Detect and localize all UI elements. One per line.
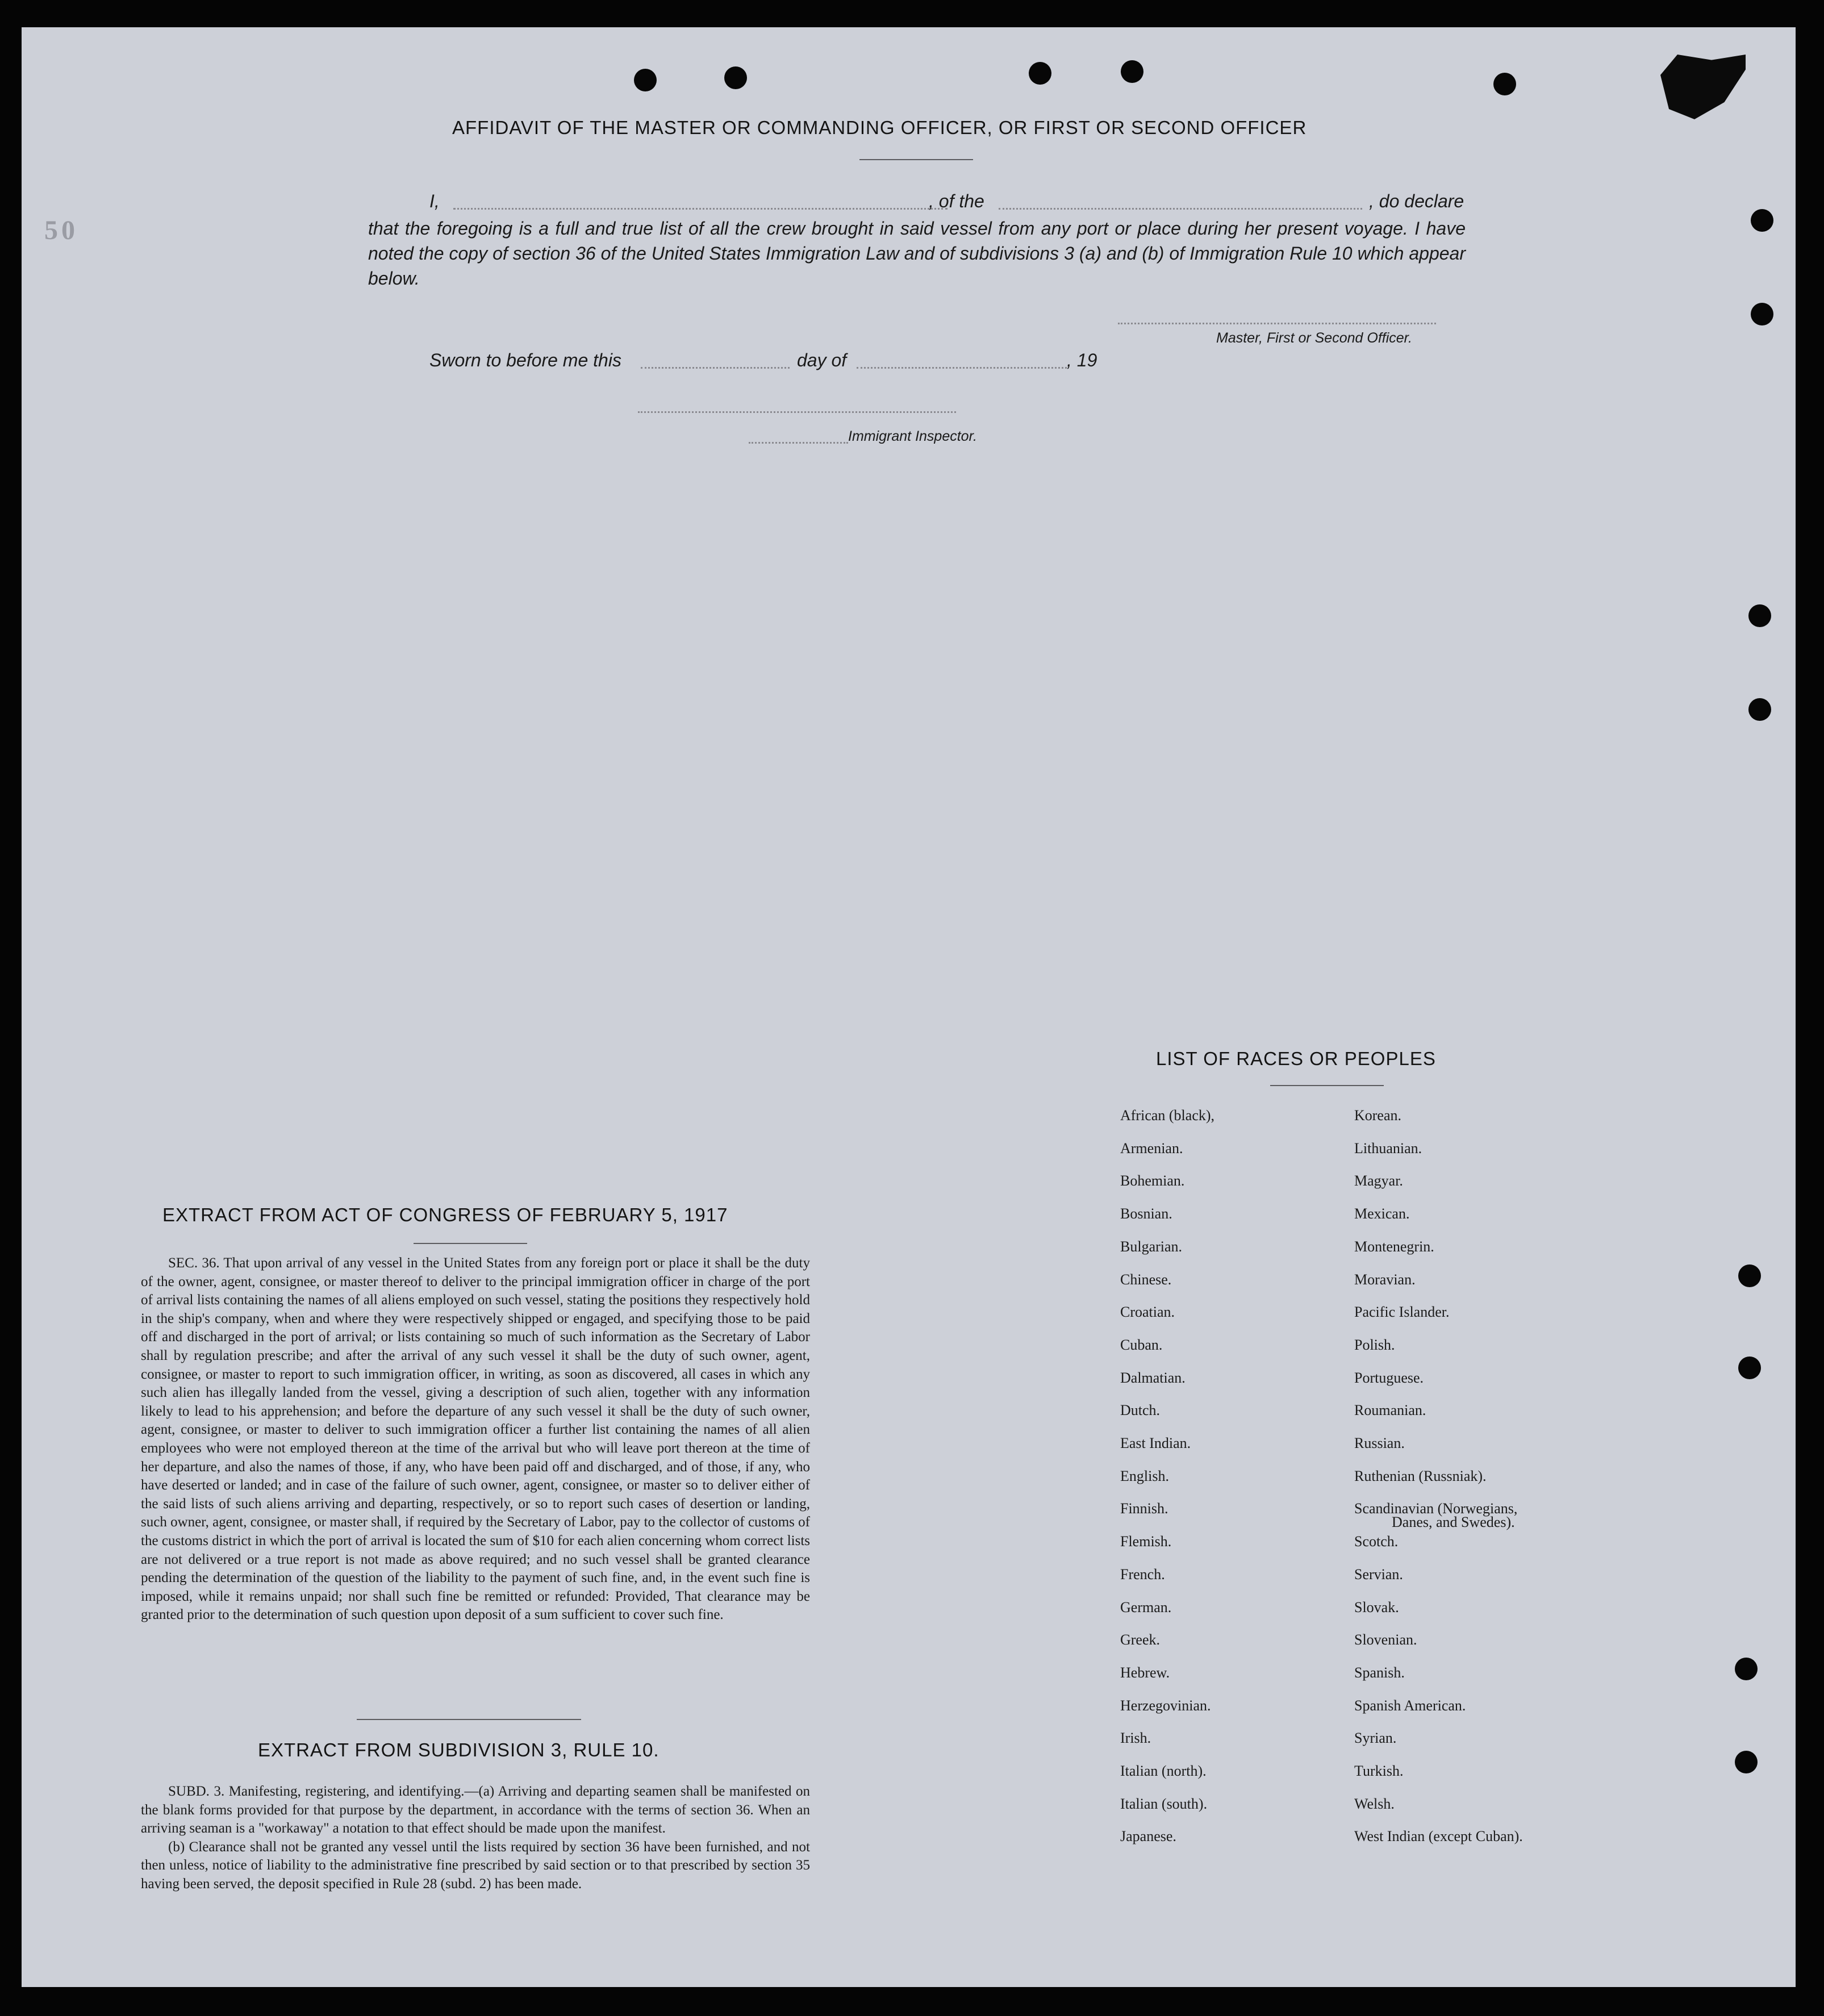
race-right-item: Polish. xyxy=(1354,1337,1395,1353)
race-left-item: Chinese. xyxy=(1120,1271,1172,1288)
punch-hole xyxy=(1493,73,1516,95)
inspector-signature-line-short xyxy=(749,442,848,444)
race-left-item: Greek. xyxy=(1120,1631,1161,1648)
affidavit-line1-end: , do declare xyxy=(1369,191,1464,211)
race-right-item: Lithuanian. xyxy=(1354,1140,1422,1157)
affidavit-heading: AFFIDAVIT OF THE MASTER OR COMMANDING OFFICER, OR FIRST OR SECOND OFFICER xyxy=(452,117,1307,138)
race-left-item: Croatian. xyxy=(1120,1304,1175,1320)
race-left-item: German. xyxy=(1120,1599,1172,1616)
race-right-item: Portuguese. xyxy=(1354,1370,1424,1386)
race-left-item: Japanese. xyxy=(1120,1828,1176,1844)
affidavit-statement: that the foregoing is a full and true list of all the crew brought in said vessel from any port or place during her present voyage. I have noted the copy of section 36 of the United States Immigration Law and of subdivisions 3 (a) and (b) of Immigration Rule 10 which appear below. xyxy=(368,218,1466,289)
race-right-item: Slovenian. xyxy=(1354,1631,1417,1648)
race-left-item: English. xyxy=(1120,1468,1169,1484)
race-left-item: Hebrew. xyxy=(1120,1664,1170,1681)
punch-hole xyxy=(1748,698,1771,721)
name-blank xyxy=(453,208,948,210)
punch-hole xyxy=(1748,604,1771,627)
punch-hole xyxy=(1029,62,1051,85)
race-left-item: Cuban. xyxy=(1120,1337,1163,1353)
act-extract-rule xyxy=(414,1243,527,1244)
act-extract-heading: EXTRACT FROM ACT OF CONGRESS OF FEBRUARY 5, 1917 xyxy=(162,1204,728,1225)
sworn-end: , 19 xyxy=(1067,350,1097,370)
punch-hole xyxy=(724,66,747,89)
section-36-text: SEC. 36. That upon arrival of any vessel in the United States from any foreign port or place it shall be the duty of the owner, agent, consignee, or master thereof to deliver to the principal immigration officer in charge of the port of arrival lists containing the names of all aliens employed on such vessel, stating the positions they respectively hold in the ship's company, when and where they were respectively shipped or engaged, and specifying those to be paid off and discharged in the port of arrival; or lists containing so much of such information as the Secretary of Labor shall by regulation prescribe; and after the arrival of any such vessel it shall be the duty of such owner, agent, consignee, or master to report to such immigration officer, in writing, as soon as discovered, all cases in which any such alien has illegally landed from the vessel, giving a description of such alien, together with any information likely to lead to his apprehension; and before the departure of any such vessel it shall be the duty of such owner, agent, consignee, or master to deliver to such immigration officer a further list containing the names of all alien employees who were not employed thereon at the time of the arrival but who will leave port thereon at the time of her departure, and also the names of those, if any, who have been paid off and discharged, and of those, if any, who have deserted or landed; and in case of the failure of such owner, agent, consignee, or master so to deliver either of the said lists of such aliens arriving and departing, respectively, or so to report such cases of desertion or landing, such owner, agent, consignee, or master shall, if required by the Secretary of Labor, pay to the collector of customs of the customs district in which the port of arrival is located the sum of $10 for each alien concerning whom correct lists are not delivered or a true report is not made as above required; and no such vessel shall be granted clearance pending the determination of the question of the liability to the payment of such fine, and, in the event such fine is imposed, while it remains unpaid; nor shall such fine be remitted or refunded: Provided, That clearance may be granted prior to the determination of such question upon deposit of a sum sufficient to cover such fine. xyxy=(141,1255,810,1623)
race-right-item: Ruthenian (Russniak). xyxy=(1354,1468,1487,1484)
document-sheet xyxy=(22,27,1796,1987)
bleed-through-page-number: 50 xyxy=(44,215,78,245)
race-left-item: East Indian. xyxy=(1120,1435,1191,1451)
sworn-mid: day of xyxy=(797,350,847,370)
race-left-item: Armenian. xyxy=(1120,1140,1183,1157)
race-left-item: African (black), xyxy=(1120,1107,1215,1124)
race-right-item: Welsh. xyxy=(1354,1796,1395,1812)
race-right-item: Spanish. xyxy=(1354,1664,1405,1681)
torn-corner xyxy=(1660,55,1746,123)
race-right-item: Pacific Islander. xyxy=(1354,1304,1450,1320)
act-extract-text xyxy=(141,1254,810,1625)
section-divider-rule xyxy=(357,1719,581,1720)
punch-hole xyxy=(1735,1658,1758,1680)
day-blank xyxy=(641,367,790,369)
race-right-item: Slovak. xyxy=(1354,1599,1399,1616)
race-left-item: French. xyxy=(1120,1566,1165,1583)
race-left-item: Bosnian. xyxy=(1120,1205,1172,1222)
race-left-item: Finnish. xyxy=(1120,1500,1168,1517)
affidavit-line1-mid: , of the xyxy=(929,191,984,211)
race-right-item: Mexican. xyxy=(1354,1205,1410,1222)
punch-hole xyxy=(1738,1264,1761,1287)
race-left-item: Italian (north). xyxy=(1120,1763,1207,1779)
race-right-item: Spanish American. xyxy=(1354,1697,1466,1714)
race-right-item: Roumanian. xyxy=(1354,1402,1426,1418)
month-blank xyxy=(857,367,1067,369)
race-right-item: Scandinavian (Norwegians, xyxy=(1354,1500,1518,1517)
sworn-start: Sworn to before me this xyxy=(429,350,621,370)
race-right-item: Russian. xyxy=(1354,1435,1405,1451)
punch-hole xyxy=(1751,303,1773,325)
punch-hole xyxy=(1121,60,1143,83)
master-signature-line xyxy=(1118,323,1436,324)
rule-extract-text xyxy=(141,1783,810,1894)
races-heading: LIST OF RACES OR PEOPLES xyxy=(1156,1048,1436,1069)
race-right-item: West Indian (except Cuban). xyxy=(1354,1828,1523,1844)
punch-hole xyxy=(1735,1751,1758,1773)
race-left-item: Italian (south). xyxy=(1120,1796,1208,1812)
race-right-item: Scotch. xyxy=(1354,1533,1399,1550)
race-right-item: Turkish. xyxy=(1354,1763,1404,1779)
race-right-item: Moravian. xyxy=(1354,1271,1416,1288)
punch-hole xyxy=(1751,209,1773,232)
affidavit-heading-rule xyxy=(859,159,973,160)
punch-hole xyxy=(1738,1356,1761,1379)
race-left-item: Dutch. xyxy=(1120,1402,1161,1418)
races-heading-rule xyxy=(1270,1085,1384,1086)
vessel-blank xyxy=(999,208,1362,210)
race-left-item: Herzegovinian. xyxy=(1120,1697,1211,1714)
subdivision-3a-text: SUBD. 3. Manifesting, registering, and identifying.—(a) Arriving and departing seamen shall be manifested on the blank forms provided for that purpose by the department, in accordance with the terms of section 36. When an arriving seaman is a "workaway" a notation to that effect should be made upon the manifest. xyxy=(141,1784,810,1836)
race-scandinavian-continued: Danes, and Swedes). xyxy=(1392,1514,1515,1530)
race-left-item: Bulgarian. xyxy=(1120,1238,1183,1255)
inspector-signature-label: Immigrant Inspector. xyxy=(848,428,977,444)
race-right-item: Servian. xyxy=(1354,1566,1403,1583)
subdivision-3b-text: (b) Clearance shall not be granted any vessel until the lists required by section 36 have been furnished, and not then unless, notice of liability to the administrative fine prescribed by said section or to that prescribed by section 35 having been served, the deposit specified in Rule 28 (subd. 2) has been made. xyxy=(141,1839,810,1892)
race-right-item: Syrian. xyxy=(1354,1730,1397,1746)
rule-extract-heading: EXTRACT FROM SUBDIVISION 3, RULE 10. xyxy=(258,1739,660,1760)
race-right-item: Korean. xyxy=(1354,1107,1402,1124)
race-left-item: Irish. xyxy=(1120,1730,1151,1746)
race-right-item: Montenegrin. xyxy=(1354,1238,1434,1255)
race-left-item: Dalmatian. xyxy=(1120,1370,1186,1386)
affidavit-line1-start: I, xyxy=(429,191,440,211)
master-signature-label: Master, First or Second Officer. xyxy=(1216,330,1413,346)
race-right-item: Magyar. xyxy=(1354,1172,1403,1189)
inspector-signature-line xyxy=(638,411,956,413)
race-left-item: Bohemian. xyxy=(1120,1172,1185,1189)
race-left-item: Flemish. xyxy=(1120,1533,1172,1550)
punch-hole xyxy=(634,69,657,91)
